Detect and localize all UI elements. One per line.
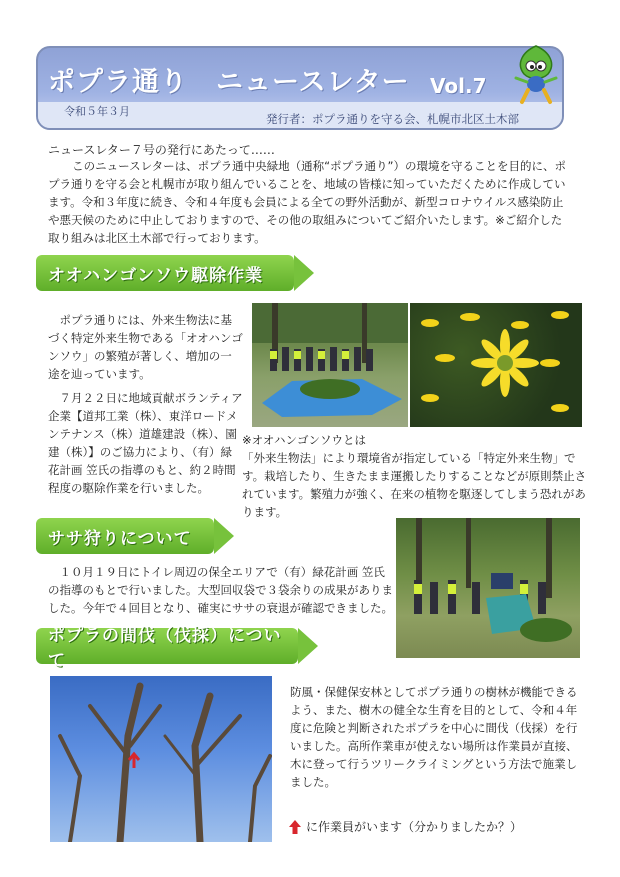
section3-paragraph: 防風・保健保安林としてポプラ通りの樹林が機能できるよう、また、樹木の健全な生育を目的として、令和４年度に危険と判断されたポプラを中心に間伐（伐採）を行いました。高所作業車が使えない場所は作業員が直接、木に登って行うツリークライミングという方法で施業しました。 [290,685,578,789]
section-heading-ohangonsou: オオハンゴンソウ駆除作業 [36,255,294,291]
ohangonsou-note-body: 「外来生物法」により環境省が指定している「特定外来生物」です。栽培したり、生きたまま運搬したりすることなどが原則禁止されています。繁殖力が強く、在来の植物を駆逐してしまう恐れがあります。 [242,451,587,519]
sasa-workers-photo [396,518,580,658]
ohangonsou-note [242,449,592,521]
volume-label: Vol.7 [430,74,487,98]
volunteers-group-photo [252,303,408,427]
section2-text [48,563,394,617]
section-heading-poplar-thinning: ポプラの間伐（伐採）について [36,628,298,664]
newsletter-title: ポプラ通り ニュースレター [48,67,410,98]
section3-text [290,683,580,791]
section2-paragraph: １０月１９日にトイレ周辺の保全エリアで（有）緑花計画 笠氏の指導のもとで行いました。大型回収袋で３袋余りの成果がありました。今年で４回目となり、確実にササの衰退が確認できました。 [48,565,393,615]
tree-climbing-photo [50,676,272,842]
ohangonsou-flowers-photo [410,303,582,427]
worker-note-text: に作業員がいます（分かりましたか？） [306,820,523,834]
section1-paragraph-1: ポプラ通りには、外来生物法に基づく特定外来生物である「オオハンゴンソウ」の繁殖が著しく、増加の一途を辿っています。 [48,313,243,381]
publisher: 発行者：ポプラ通りを守る会、札幌市北区土木部 [266,112,519,126]
intro-heading: ニュースレター７号の発行にあたって…… [48,143,275,157]
red-up-arrow-icon [288,819,302,835]
section1-paragraph-2: ７月２２日に地域貢献ボランティア企業【道邦工業（株）、東洋ロードメンテナンス（株）道雄建設（株）、園建（株）】のご協力により、（有）緑花計画 笠氏の指導のもと、約２時間程度の駆除作業を行いました。 [48,391,243,495]
section-heading-sasa: ササ狩りについて [36,518,214,554]
section1-text [48,311,243,497]
mascot-icon [508,44,564,108]
ohangonsou-note-heading: ※オオハンゴンソウとは [242,433,367,447]
worker-note [288,818,522,835]
intro-body [48,157,568,247]
intro-paragraph: このニュースレターは、ポプラ通中央緑地（通称“ポプラ通り”）の環境を守ることを目的に、ポプラ通りを守る会と札幌市が取り組んでいることを、地域の皆様に知っていただくために作成しています。令和３年度に続き、令和４年度も会員による全ての野外活動が、新型コロナウイルス感染防止や悪天候のために中止しておりますので、その他の取組みについてご紹介いたします。※ご紹介した取り組みは北区土木部で行っております。 [48,159,567,245]
issue-date: 令和５年３月 [64,105,130,118]
